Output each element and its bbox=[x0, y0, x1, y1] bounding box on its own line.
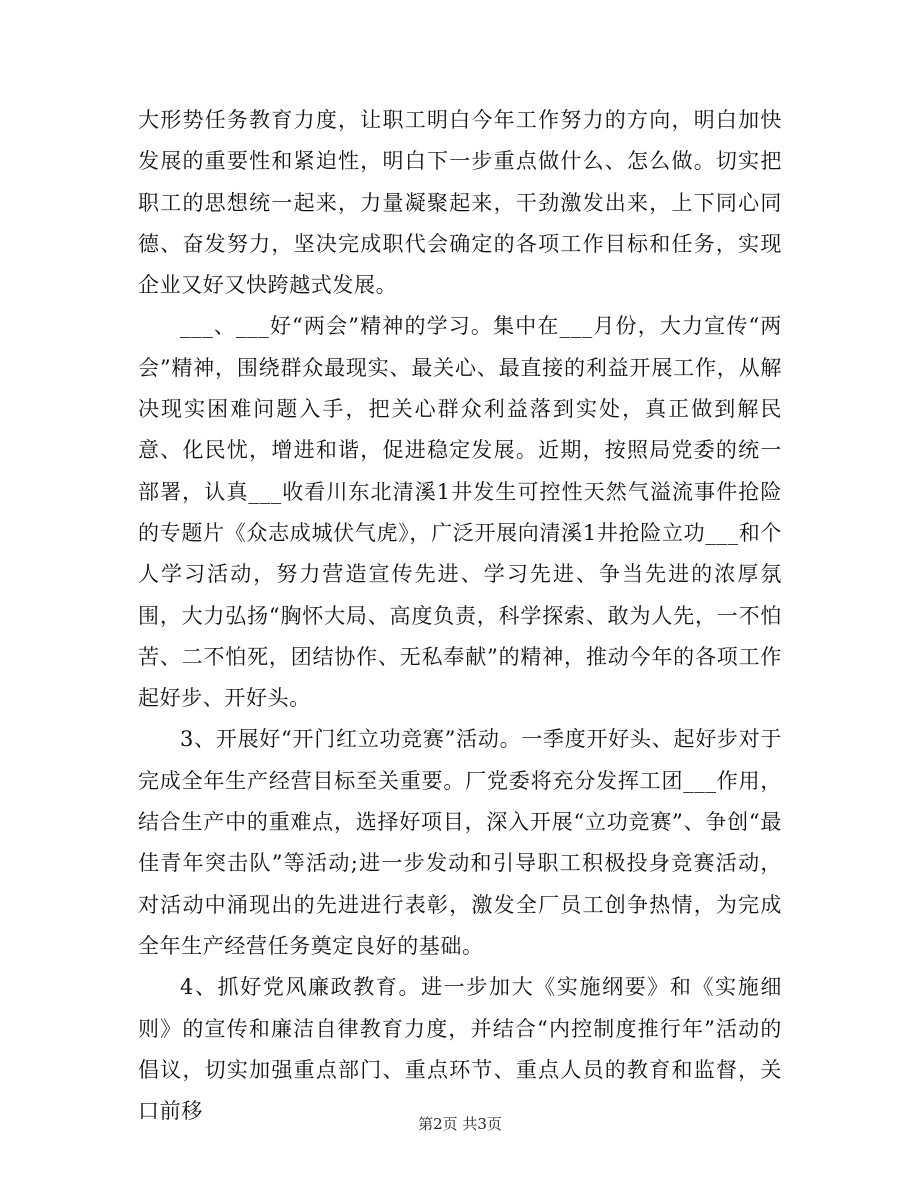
document-body bbox=[138, 100, 782, 1132]
paragraph-item-3: 3、开展好“开门红立功竞赛”活动。一季度开好头、起好步对于完成全年生产经营目标至关重要。厂党委将充分发挥工团___作用，结合生产中的重难点，选择好项目，深入开展“立功竞赛”、争创“最佳青年突击队”等活动;进一步发动和引导职工积极投身竞赛活动，对活动中涌现出的先进进行表彰，激发全厂员工创争热情，为完成全年生产经营任务奠定良好的基础。 bbox=[138, 727, 782, 958]
page-footer: 第2页 共3页 bbox=[418, 1115, 502, 1133]
paragraph-continuation: 大形势任务教育力度，让职工明白今年工作努力的方向，明白加快发展的重要性和紧迫性，明白下一步重点做什么、怎么做。切实把职工的思想统一起来，力量凝聚起来，干劲激发出来，上下同心同德、奋发努力，坚决完成职代会确定的各项工作目标和任务，实现企业又好又快跨越式发展。 bbox=[138, 108, 782, 298]
paragraph-item-4: 4、抓好党风廉政教育。进一步加大《实施纲要》和《实施细则》的宣传和廉洁自律教育力度，并结合“内控制度推行年”活动的倡议，切实加强重点部门、重点环节、重点人员的教育和监督，关口前移 bbox=[138, 975, 782, 1124]
paragraph-two-sessions: ___、___好“两会”精神的学习。集中在___月份，大力宣传“两会”精神，围绕群众最现实、最关心、最直接的利益开展工作，从解决现实困难问题入手，把关心群众利益落到实处，真正做到解民意、化民忧，增进和谐，促进稳定发展。近期，按照局党委的统一部署，认真___收看川东北清溪1井发生可控性天然气溢流事件抢险的专题片《众志成城伏气虎》，广泛开展向清溪1井抢险立功___和个人学习活动，努力营造宣传先进、学习先进、争当先进的浓厚氛围，大力弘扬“胸怀大局、高度负责，科学探索、敢为人先，一不怕苦、二不怕死，团结协作、无私奉献”的精神，推动今年的各项工作起好步、开好头。 bbox=[138, 314, 782, 711]
